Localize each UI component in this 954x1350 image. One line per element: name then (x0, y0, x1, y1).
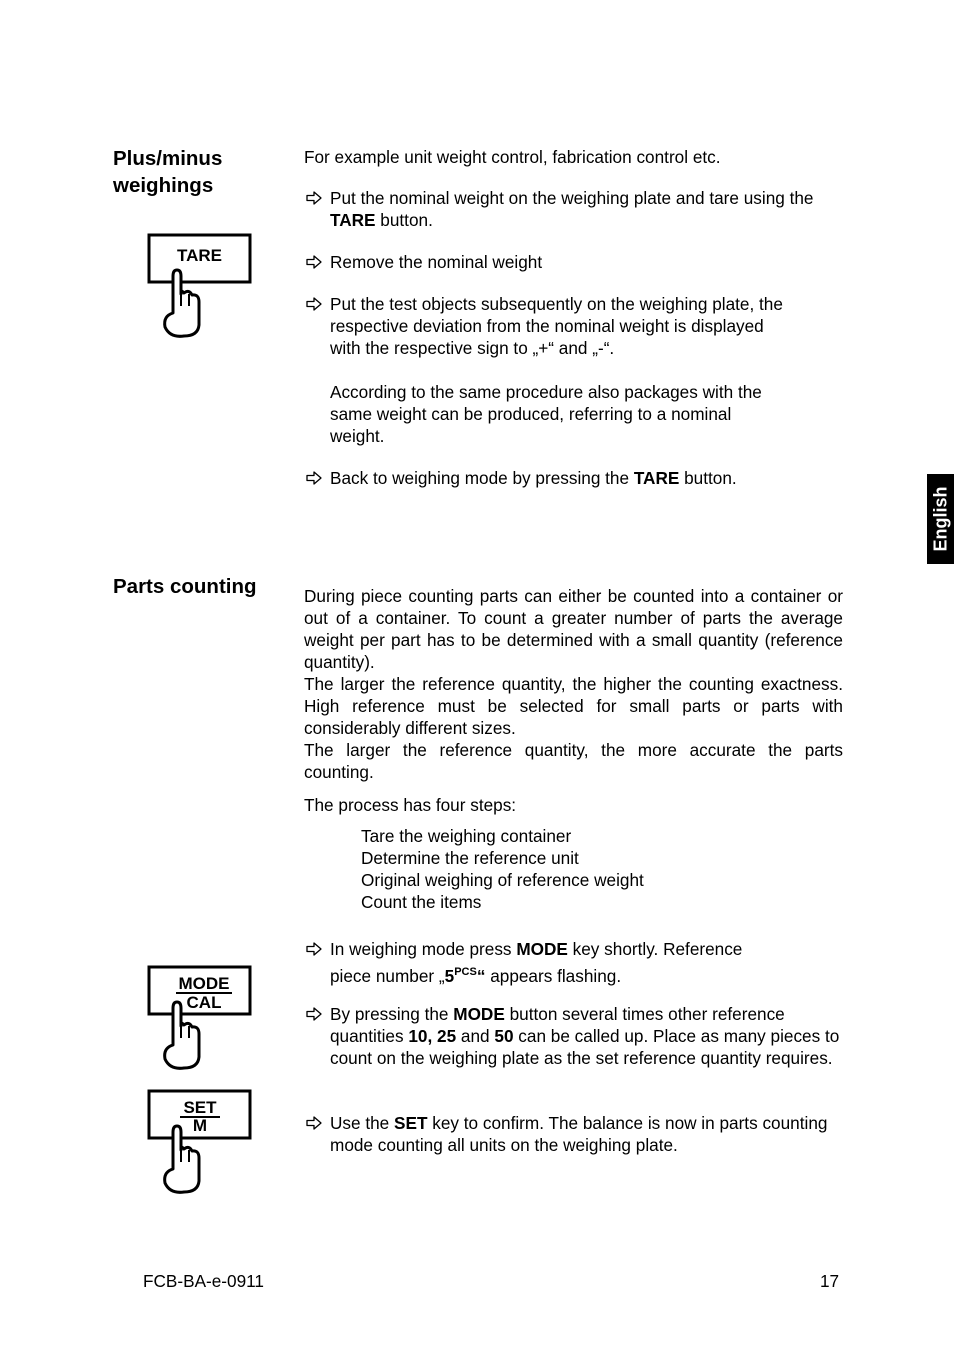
list-item: Tare the weighing container (361, 826, 572, 846)
step-arrow-icon (304, 294, 324, 314)
parts-para-1: During piece counting parts can either be counted into a container or out of a container. To count a greater number of parts the average weight per part has to be determined with a small quantity (reference quantity). (304, 586, 843, 672)
plus-minus-step-1: Put the nominal weight on the weighing plate and tare using the TARE button. (304, 187, 849, 231)
parts-counting-intro (304, 585, 843, 783)
step-arrow-icon (304, 939, 324, 959)
process-steps-list (361, 825, 644, 913)
step-arrow-icon (304, 468, 324, 488)
language-tab (927, 474, 954, 564)
language-tab-label: English (930, 486, 950, 552)
list-item: Determine the reference unit (361, 848, 579, 868)
step-arrow-icon (304, 1113, 324, 1133)
parts-para-2: The larger the reference quantity, the higher the counting exactness. High reference must be selected for small parts or parts with considerably different sizes. (304, 674, 843, 738)
set-key-label: SET (183, 1098, 217, 1117)
mode-key-label: MODE (178, 974, 230, 993)
section-heading-parts-counting: Parts counting (113, 575, 257, 598)
plus-minus-intro: For example unit weight control, fabrication control etc. (304, 147, 721, 167)
tare-key-icon (146, 232, 254, 342)
step-arrow-icon (304, 188, 324, 208)
plus-minus-step-2: Remove the nominal weight (304, 251, 849, 273)
section-heading-plus-minus: Plus/minus weighings (113, 147, 223, 197)
list-item: Count the items (361, 892, 482, 912)
tare-key-label: TARE (176, 246, 223, 265)
step-arrow-icon (304, 252, 324, 272)
parts-step-3: Use the SET key to confirm. The balance is now in parts counting mode counting all units on the weighing plate. (304, 1112, 849, 1156)
parts-step-1: In weighing mode press MODE key shortly. Reference piece number $„5^{PCS}“$ appears flashing. (304, 938, 849, 987)
set-m-key-icon (146, 1088, 254, 1198)
m-key-label: M (192, 1116, 208, 1135)
process-intro: The process has four steps: (304, 795, 517, 815)
step-arrow-icon (304, 1004, 324, 1024)
mode-cal-key-icon (146, 964, 254, 1074)
cal-key-label: CAL (186, 993, 222, 1012)
list-item: Original weighing of reference weight (361, 870, 644, 890)
footer-doc-id: FCB-BA-e-0911 (143, 1271, 264, 1291)
page-number: 17 (820, 1271, 840, 1291)
plus-minus-step-3: Put the test objects subsequently on the weighing plate, the respective deviation from the nominal weight is displayed with the respective sign to „+“ and „-“. (304, 293, 849, 359)
plus-minus-step-4: Back to weighing mode by pressing the TARE button. (304, 467, 849, 489)
plus-minus-note: According to the same procedure also packages with the same weight can be produced, referring to a nominal weight. (330, 382, 762, 446)
parts-para-3: The larger the reference quantity, the more accurate the parts counting. (304, 740, 843, 782)
parts-step-2: By pressing the MODE button several times other reference quantities 10, 25 and 50 can be called up. Place as many pieces to count on the weighing plate as the set reference quantity requires. (304, 1003, 849, 1069)
